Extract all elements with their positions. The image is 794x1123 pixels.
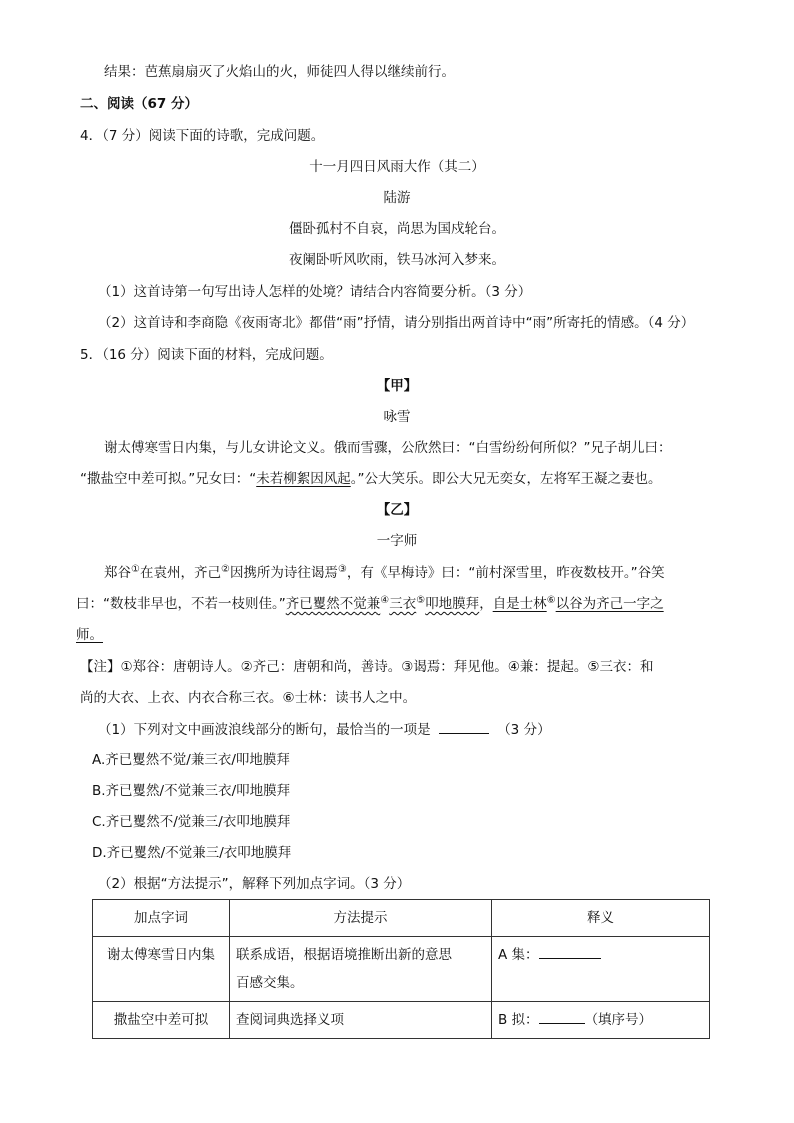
result-line: 结果：芭蕉扇扇灭了火焰山的火，师徒四人得以继续前行。 [104, 64, 455, 80]
sub-question-text: （1）下列对文中画波浪线部分的断句，最恰当的一项是 [98, 722, 431, 738]
section-heading: 二、阅读（67 分） [80, 96, 198, 112]
question-4-sub-1: （1）这首诗第一句写出诗人怎样的处境？请结合内容简要分析。（3 分） [98, 284, 532, 300]
underlined-sentence: 自是士林 [492, 596, 547, 612]
yi-text: 郑谷 [104, 565, 131, 581]
hint-line: 联系成语，根据语境推断出新的意思 [236, 947, 452, 963]
note-marker: ③ [337, 564, 347, 575]
method-table [92, 899, 710, 1039]
table-cell-word: 谢太傅寒雪日内集 [93, 937, 230, 1002]
table-header-cell: 加点字词 [93, 900, 230, 937]
underlined-phrase: 未若柳絮因风起 [256, 471, 351, 487]
option-a: A.齐已矍然不觉/兼三衣/叩地膜拜 [92, 752, 290, 768]
passage-yi-label: 【乙】 [376, 502, 418, 518]
answer-blank[interactable] [539, 944, 601, 959]
passage-jia-title: 咏雪 [383, 409, 411, 425]
passage-jia-line-2 [80, 469, 661, 489]
poem-line-2: 夜阑卧听风吹雨，铁马冰河入梦来。 [289, 252, 505, 268]
yi-text: 因携所为诗往谒焉 [229, 565, 338, 581]
poem-title: 十一月四日风雨大作（其二） [309, 159, 485, 175]
table-cell-hint [230, 937, 492, 1002]
answer-blank[interactable] [539, 1009, 585, 1024]
note-marker: ② [220, 564, 230, 575]
meaning-note: （填序号） [584, 1012, 653, 1028]
option-b: B.齐已矍然/不觉兼三衣/叩地膜拜 [92, 783, 291, 799]
question-4-sub-2: （2）这首诗和李商隐《夜雨寄北》都借“雨”抒情，请分别指出两首诗中“雨”所寄托的情感。（4 分） [98, 315, 695, 331]
question-5-sub-2: （2）根据“方法提示”，解释下列加点字词。（3 分） [98, 876, 411, 892]
note-marker: ⑥ [546, 595, 556, 606]
table-row [93, 937, 710, 1002]
meaning-label: B 拟： [498, 1012, 539, 1028]
table-cell-meaning [492, 1002, 710, 1039]
yi-text: ，有《早梅诗》曰：“前村深雪里，昨夜数枝开。”谷笑 [346, 565, 665, 581]
wavy-underlined-text: 齐已矍然不觉兼 [285, 596, 381, 612]
wavy-underlined-text: 叩地膜拜 [425, 596, 480, 612]
question-5-stem: 5．（16 分）阅读下面的材料，完成问题。 [80, 347, 333, 363]
jia-text-b: 。”公大笑乐。即公大兄无奕女，左将军王凝之妻也。 [350, 471, 662, 487]
note-marker: ⑤ [416, 595, 426, 606]
meaning-label: A 集： [498, 947, 539, 963]
underlined-sentence: 师。 [76, 627, 103, 643]
sub-question-points: （3 分） [497, 722, 551, 738]
table-cell-word: 撒盐空中差可拟 [93, 1002, 230, 1039]
notes-line-2: 尚的大衣、上衣、内衣合称三衣。⑥士林：读书人之中。 [80, 690, 417, 706]
poem-author: 陆游 [383, 190, 411, 206]
passage-jia-label: 【甲】 [376, 378, 418, 394]
table-header-cell: 释义 [492, 900, 710, 937]
passage-yi-line-1 [104, 563, 665, 585]
hint-line: 百感交集。 [236, 975, 304, 991]
notes-line-1: 【注】①郑谷：唐朝诗人。②齐己：唐朝和尚，善诗。③谒焉：拜见他。④兼：提起。⑤三衣：和 [80, 659, 654, 675]
wavy-underlined-text: 三衣 [389, 596, 417, 612]
yi-text: 在袁州，齐己 [139, 565, 221, 581]
table-cell-meaning [492, 937, 710, 1002]
option-d: D.齐已矍然/不觉兼三/衣叩地膜拜 [92, 845, 292, 861]
underlined-sentence: 以谷为齐己一字之 [555, 596, 664, 612]
table-cell-hint: 查阅词典选择义项 [230, 1002, 492, 1039]
note-marker: ① [131, 564, 140, 575]
note-marker: ④ [380, 595, 390, 606]
jia-text-a: “撒盐空中差可拟。”兄女曰：“ [80, 471, 257, 487]
table-row [93, 1002, 710, 1039]
passage-jia-line-1: 谢太傅寒雪日内集，与儿女讲论文义。俄而雪骤，公欣然曰：“白雪纷纷何所似？”兄子胡儿曰： [104, 440, 672, 456]
answer-blank[interactable] [439, 719, 489, 734]
poem-line-1: 僵卧孤村不自哀，尚思为国戍轮台。 [289, 221, 505, 237]
table-header-cell: 方法提示 [230, 900, 492, 937]
yi-text: ， [479, 596, 493, 612]
passage-yi-line-2 [76, 594, 664, 616]
option-c: C.齐已矍然不/觉兼三/衣叩地膜拜 [92, 814, 291, 830]
question-4-stem: 4．（7 分）阅读下面的诗歌，完成问题。 [80, 128, 325, 144]
table-header-row [93, 900, 710, 937]
passage-yi-line-3 [76, 625, 103, 645]
passage-yi-title: 一字师 [376, 533, 418, 549]
question-5-sub-1 [98, 719, 551, 740]
yi-text: 曰：“数枝非早也，不若一枝则佳。” [76, 596, 286, 612]
